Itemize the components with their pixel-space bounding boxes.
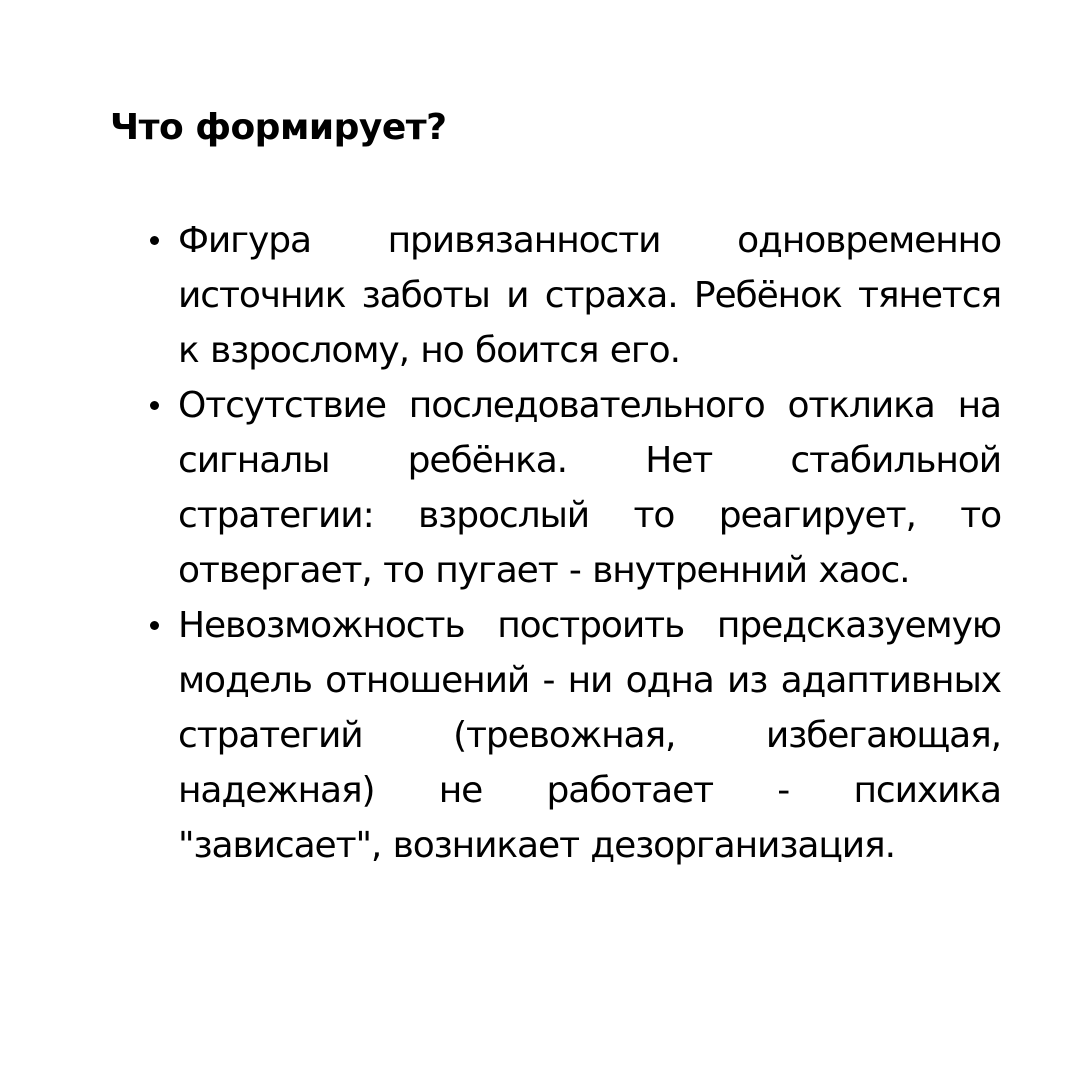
bullet-dot-icon	[150, 401, 159, 410]
list-item-text: Отсутствие последовательного отклика на сигналы ребёнка. Нет стабильной стратегии: взрослый то реагирует, то отвергает, то пугает - внутренний хаос.	[178, 385, 1001, 591]
list-item	[143, 598, 1001, 873]
bullet-dot-icon	[150, 236, 159, 245]
bullet-dot-icon	[150, 621, 159, 630]
list-item-text: Фигура привязанности одновременно источник заботы и страха. Ребёнок тянется к взрослому, но боится его.	[178, 220, 1001, 371]
page-title: Что формирует?	[110, 107, 447, 148]
bullet-list	[143, 213, 1001, 873]
list-item	[143, 378, 1001, 598]
list-item-text: Невозможность построить предсказуемую модель отношений - ни одна из адаптивных стратегий (тревожная, избегающая, надежная) не работает - психика "зависает", возникает дезорганизация.	[178, 605, 1001, 866]
list-item	[143, 213, 1001, 378]
